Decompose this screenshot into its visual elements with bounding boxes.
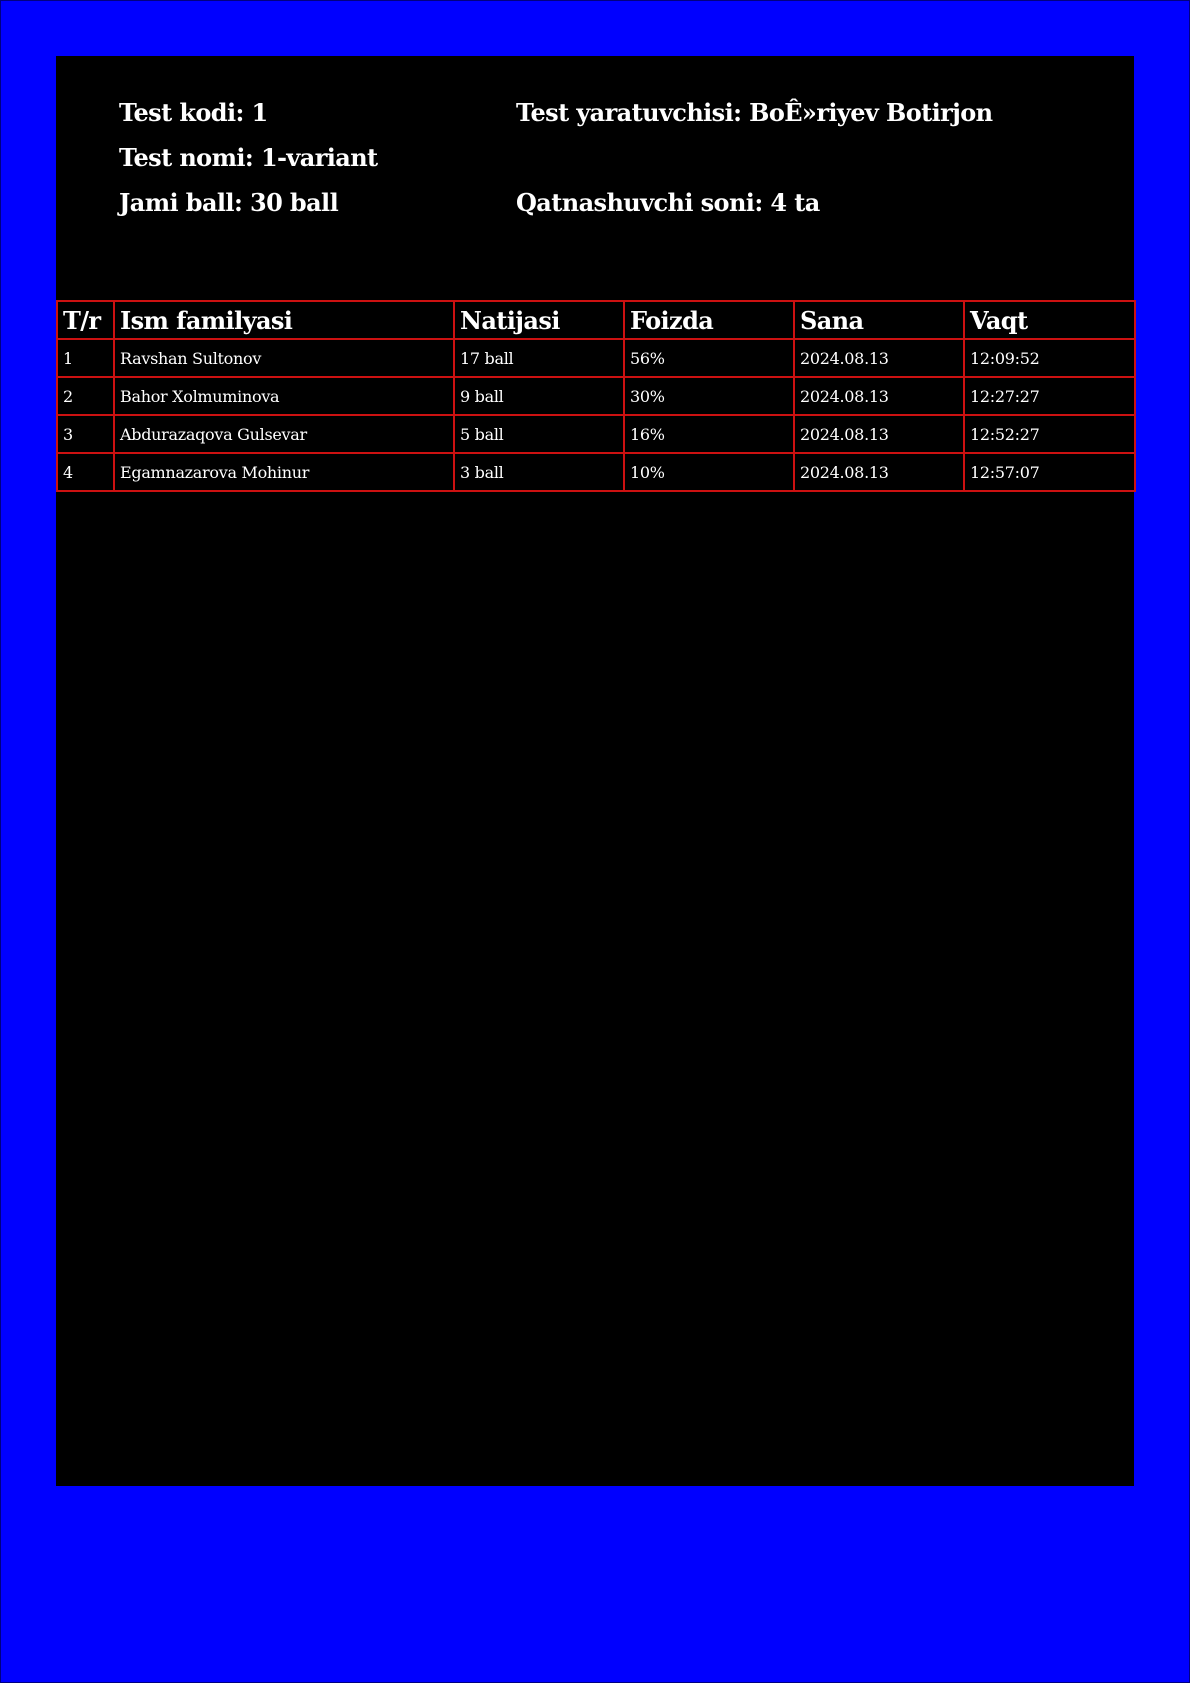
creator-line bbox=[516, 98, 993, 128]
name-cell: Abdurazaqova Gulsevar bbox=[114, 415, 454, 453]
total-score-label: Jami ball: bbox=[119, 188, 243, 217]
result-cell: 9 ball bbox=[454, 377, 624, 415]
column-header-result: Natijasi bbox=[454, 301, 624, 339]
time-cell: 12:27:27 bbox=[964, 377, 1135, 415]
table-header-row bbox=[57, 301, 1135, 339]
date-cell: 2024.08.13 bbox=[794, 377, 964, 415]
time-cell: 12:09:52 bbox=[964, 339, 1135, 377]
results-table bbox=[56, 300, 1136, 492]
result-cell: 3 ball bbox=[454, 453, 624, 491]
time-cell: 12:57:07 bbox=[964, 453, 1135, 491]
percent-cell: 16% bbox=[624, 415, 794, 453]
test-name-line bbox=[119, 143, 378, 173]
table-row bbox=[57, 415, 1135, 453]
participants-label: Qatnashuvchi soni: bbox=[516, 188, 763, 217]
test-code-line bbox=[119, 98, 268, 128]
column-header-name: Ism familyasi bbox=[114, 301, 454, 339]
results-page bbox=[56, 56, 1134, 1486]
date-cell: 2024.08.13 bbox=[794, 415, 964, 453]
result-cell: 17 ball bbox=[454, 339, 624, 377]
column-header-percent: Foizda bbox=[624, 301, 794, 339]
test-name-label: Test nomi: bbox=[119, 143, 254, 172]
percent-cell: 56% bbox=[624, 339, 794, 377]
row-number-cell: 4 bbox=[57, 453, 114, 491]
participants-line bbox=[516, 188, 820, 218]
date-cell: 2024.08.13 bbox=[794, 453, 964, 491]
row-number-cell: 2 bbox=[57, 377, 114, 415]
table-row bbox=[57, 377, 1135, 415]
percent-cell: 30% bbox=[624, 377, 794, 415]
participants-value: 4 ta bbox=[770, 188, 820, 217]
name-cell: Ravshan Sultonov bbox=[114, 339, 454, 377]
creator-value: BoÊ»riyev Botirjon bbox=[749, 98, 993, 127]
time-cell: 12:52:27 bbox=[964, 415, 1135, 453]
row-number-cell: 3 bbox=[57, 415, 114, 453]
row-number-cell: 1 bbox=[57, 339, 114, 377]
table-row bbox=[57, 453, 1135, 491]
column-header-number: T/r bbox=[57, 301, 114, 339]
test-code-label: Test kodi: bbox=[119, 98, 244, 127]
date-cell: 2024.08.13 bbox=[794, 339, 964, 377]
result-cell: 5 ball bbox=[454, 415, 624, 453]
percent-cell: 10% bbox=[624, 453, 794, 491]
total-score-value: 30 ball bbox=[249, 188, 339, 217]
total-score-line bbox=[119, 188, 338, 218]
table-row bbox=[57, 339, 1135, 377]
column-header-time: Vaqt bbox=[964, 301, 1135, 339]
column-header-date: Sana bbox=[794, 301, 964, 339]
test-name-value: 1-variant bbox=[260, 143, 378, 172]
name-cell: Bahor Xolmuminova bbox=[114, 377, 454, 415]
creator-label: Test yaratuvchisi: bbox=[516, 98, 742, 127]
name-cell: Egamnazarova Mohinur bbox=[114, 453, 454, 491]
test-code-value: 1 bbox=[251, 98, 268, 127]
